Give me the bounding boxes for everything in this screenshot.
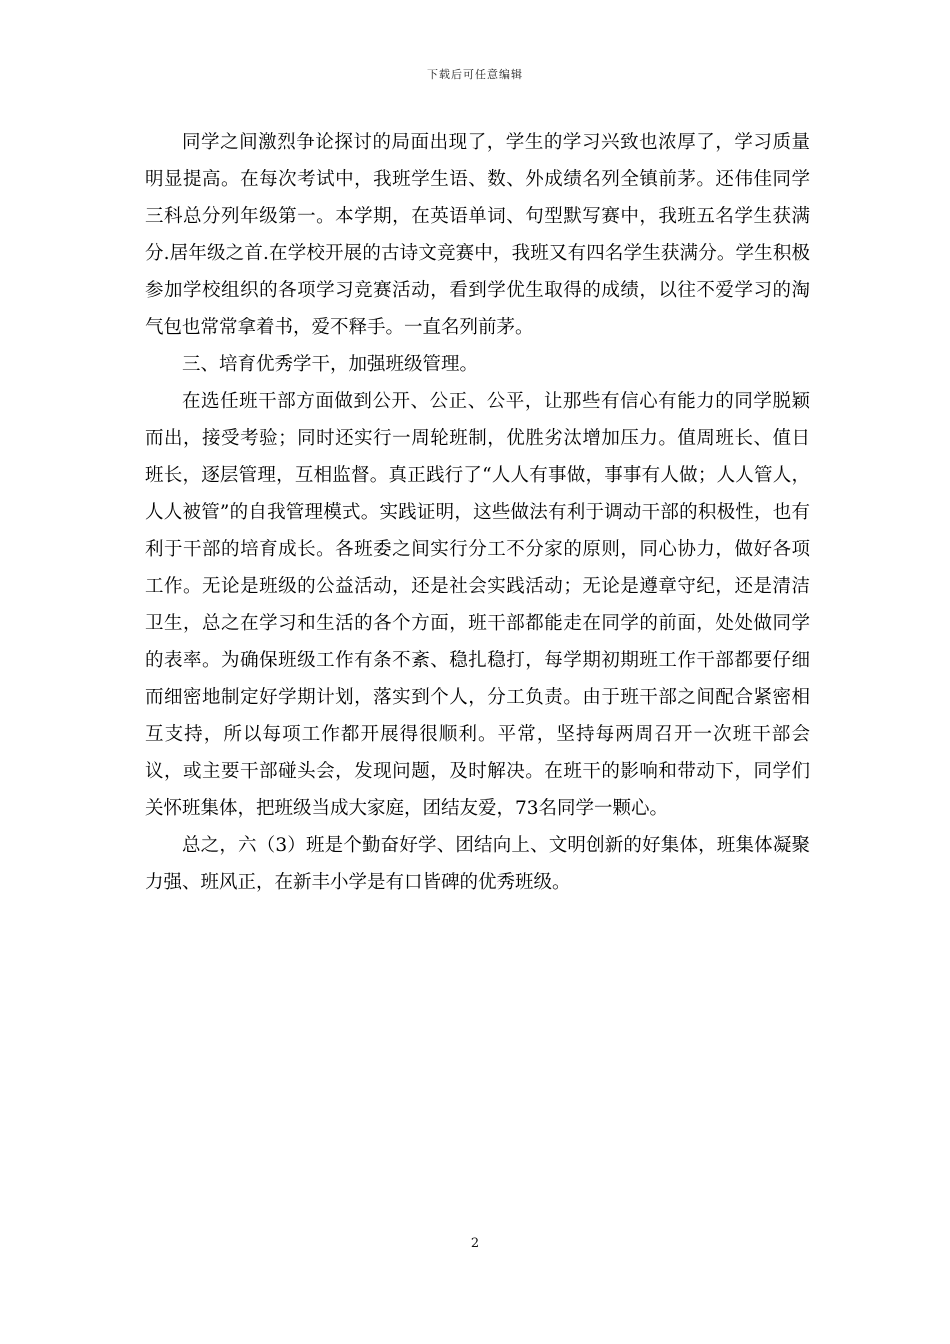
paragraph-class-cadre: 在选任班干部方面做到公开、公正、公平，让那些有信心有能力的同学脱颖而出，接受考验；同时还实行一周轮班制，优胜劣汰增加压力。值周班长、值日班长，逐层管理，互相监督。真正践行了“人人有事做，事事有人做；人人管人，人人被管”的自我管理模式。实践证明，这些做法有利于调动干部的积极性，也有利于干部的培育成长。各班委之间实行分工不分家的原则，同心协力，做好各项工作。无论是班级的公益活动，还是社会实践活动；无论是遵章守纪，还是清洁卫生，总之在学习和生活的各个方面，班干部都能走在同学的前面，处处做同学的表率。为确保班级工作有条不紊、稳扎稳打，每学期初期班工作干部都要仔细而细密地制定好学期计划，落实到个人，分工负责。由于班干部之间配合紧密相互支持，所以每项工作都开展得很顺利。平常，坚持每两周召开一次班干部会议，或主要干部碰头会，发现问题，及时解决。在班干的影响和带动下，同学们关怀班集体，把班级当成大家庭，团结友爱，73名同学一颗心。 [145, 391, 810, 819]
paragraph-study-results: 同学之间激烈争论探讨的局面出现了，学生的学习兴致也浓厚了，学习质量明显提高。在每次考试中，我班学生语、数、外成绩名列全镇前茅。还伟佳同学三科总分列年级第一。本学期，在英语单词、句型默写赛中，我班五名学生获满分.居年级之首.在学校开展的古诗文竞赛中，我班又有四名学生获满分。学生积极参加学校组织的各项学习竞赛活动，看到学优生取得的成绩，以往不爱学习的淘气包也常常拿着书，爱不释手。一直名列前茅。 [145, 132, 810, 338]
page-header: 下载后可任意编辑 [427, 68, 523, 81]
section-heading-class-management: 三、培育优秀学干，加强班级管理。 [182, 354, 479, 375]
page-number: 2 [470, 1236, 480, 1251]
document-body [145, 124, 810, 901]
paragraph-conclusion: 总之，六（3）班是个勤奋好学、团结向上、文明创新的好集体，班集体凝聚力强、班风正，在新丰小学是有口皆碑的优秀班级。 [145, 835, 810, 893]
